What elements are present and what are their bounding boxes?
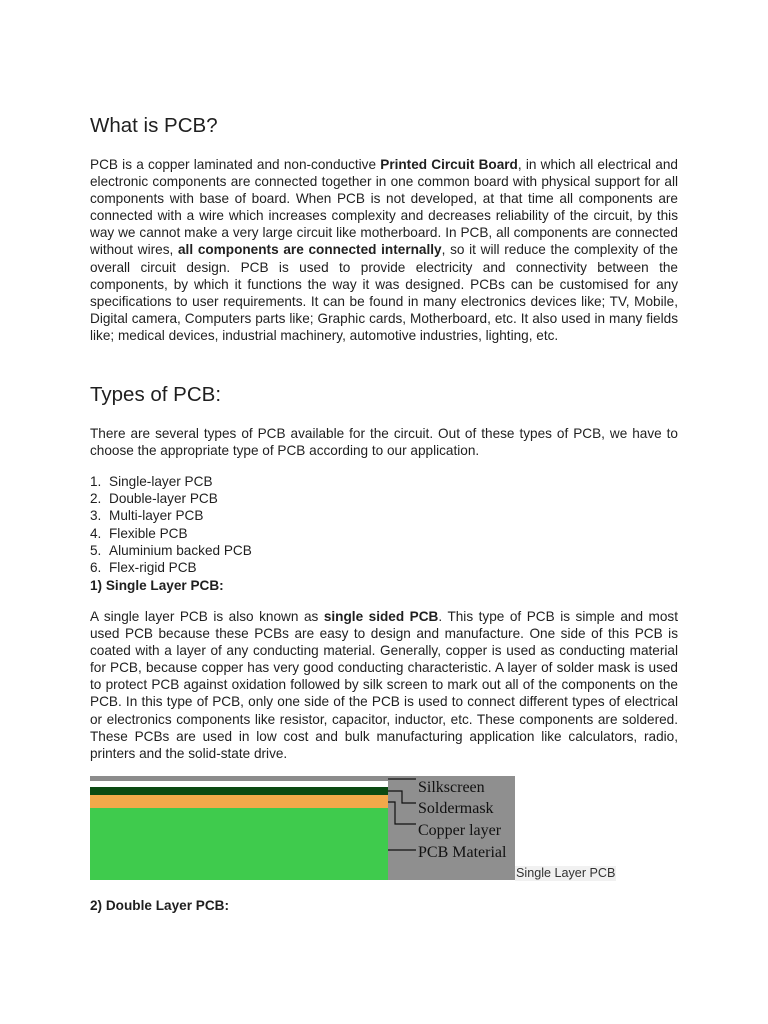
- heading-types-of-pcb: Types of PCB:: [90, 383, 222, 406]
- pcb-layers-svg: [90, 776, 515, 880]
- silkscreen-layer: [90, 776, 388, 781]
- list-item: 3. Multi-layer PCB: [90, 508, 204, 524]
- heading-double-layer-pcb: 2) Double Layer PCB:: [90, 898, 229, 913]
- heading-single-layer-pcb: 1) Single Layer PCB:: [90, 578, 224, 593]
- heading-what-is-pcb: What is PCB?: [90, 114, 218, 137]
- list-item: 4. Flexible PCB: [90, 525, 188, 541]
- soldermask-layer: [90, 787, 388, 795]
- list-item: 5. Aluminium backed PCB: [90, 542, 252, 558]
- paragraph-single-layer-pcb: A single layer PCB is also known as single sided PCB. This type of PCB is simple and most used PCB because these PCBs are easy to design and manufacture. One side of this PCB is coated with a layer of any conducting material. Generally, copper is used as conducting material for PCB, because copper has very good conducting characteristic. A layer of solder mask is used to protect PCB against oxidation followed by silk screen to mark out all of the components on the PCB. In this type of PCB, only one side of the PCB is used to connect different types of electrical or electronics components like resistor, capacitor, inductor, etc. These components are soldered. These PCBs are used in low cost and bulk manufacturing application like calculators, radio, printers and the solid-state drive.: [90, 609, 679, 761]
- single-layer-pcb-diagram: [90, 776, 515, 880]
- pcb-material-layer: [90, 808, 388, 880]
- label-copper-layer: Copper layer: [418, 822, 502, 839]
- list-item: 2. Double-layer PCB: [90, 491, 218, 507]
- label-pcb-material: PCB Material: [418, 844, 507, 861]
- types-list: [90, 473, 252, 576]
- list-item: 6. Flex-rigid PCB: [90, 560, 197, 576]
- label-silkscreen: Silkscreen: [418, 779, 485, 796]
- copper-layer: [90, 795, 388, 808]
- paragraph-types-intro: There are several types of PCB available for the circuit. Out of these types of PCB, we have to choose the appropriate type of PCB according to our application.: [90, 426, 678, 459]
- paragraph-what-is-pcb: PCB is a copper laminated and non-conductive Printed Circuit Board, in which all electrical and electronic components are connected together in one common board with physical support for all components with base of board. When PCB is not developed, at that time all components are connected with a wire which increases complexity and decreases reliability of the circuit, by this way we cannot make a very large circuit like motherboard. In PCB, all components are connected without wires, all components are connected internally, so it will reduce the complexity of the overall circuit design. PCB is used to provide electricity and connectivity between the components, by which it functions the way it was designed. PCBs can be customised for any specifications to user requirements. It can be found in many electronics devices like; TV, Mobile, Digital camera, Computers parts like; Graphic cards, Motherboard, etc. It also used in many fields like; medical devices, industrial machinery, automotive industries, lighting, etc.: [90, 157, 678, 343]
- figure-caption: Single Layer PCB: [516, 866, 616, 880]
- list-item: 1. Single-layer PCB: [90, 474, 213, 489]
- label-soldermask: Soldermask: [418, 800, 494, 817]
